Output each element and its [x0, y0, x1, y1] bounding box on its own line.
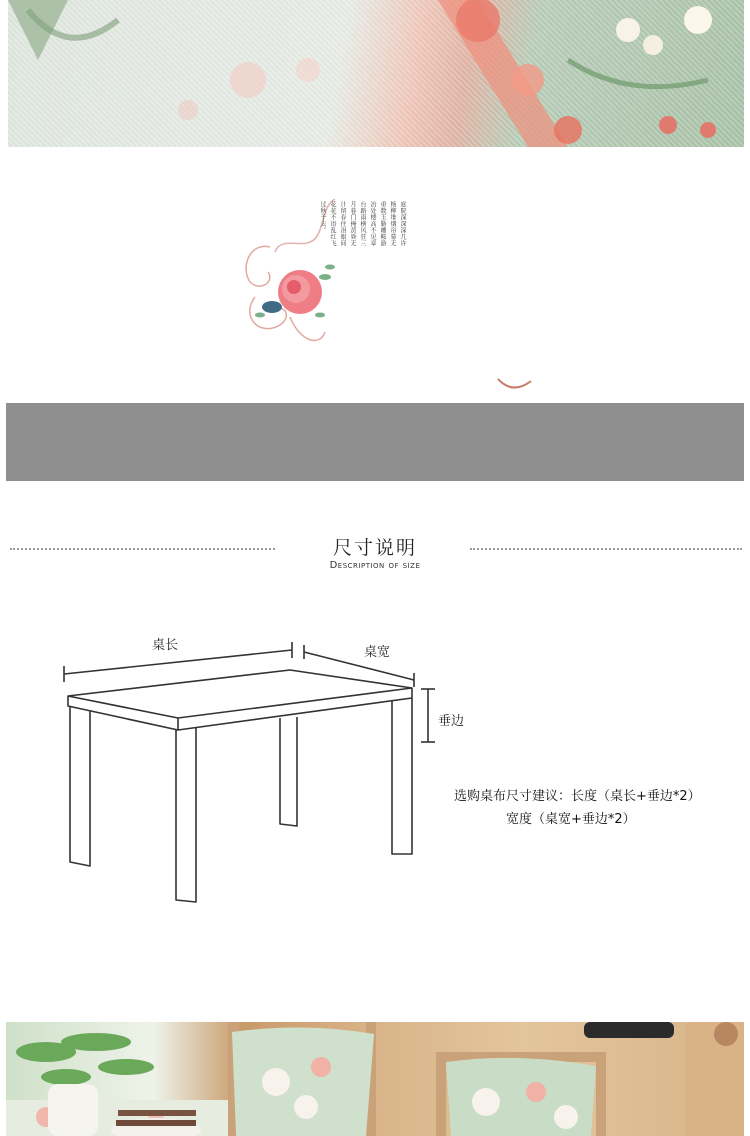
- table-length-label: 桌长: [152, 638, 179, 653]
- poem-column: 庭院深深深几许: [399, 201, 406, 247]
- product-photo: [6, 1022, 744, 1136]
- poem-column: 月暮门掩黄昏无: [349, 201, 356, 247]
- decorative-swirl-icon: [495, 375, 535, 391]
- size-suggestion-line1: 选购桌布尺寸建议：长度（桌长+垂边*2）: [454, 789, 701, 804]
- poem-column: 计留春住泪眼问: [339, 201, 346, 247]
- section-subtitle: Description of size: [329, 560, 421, 571]
- poem-column: 冶处楼高不见章: [369, 201, 376, 247]
- poem-section: [0, 147, 750, 403]
- size-suggestion-line2: 宽度（桌宽+垂边*2）: [506, 812, 636, 827]
- poem-column: 杨柳堆烟帘幕无: [389, 201, 396, 247]
- table-drop-label: 垂边: [438, 714, 465, 729]
- poem-column: 台路雨横风狂三: [359, 201, 366, 247]
- poem-column: 过秋千去。: [319, 201, 326, 234]
- grey-banner: [6, 403, 744, 481]
- poem-column: 重数玉勒雕鞍游: [379, 201, 386, 247]
- floral-pattern: [8, 0, 744, 147]
- fabric-photo: [8, 0, 744, 147]
- poem-column: 花花不语乱红飞: [329, 201, 336, 247]
- dining-scene: [6, 1022, 744, 1136]
- section-title: 尺寸说明: [332, 537, 417, 559]
- table-width-label: 桌宽: [364, 645, 391, 660]
